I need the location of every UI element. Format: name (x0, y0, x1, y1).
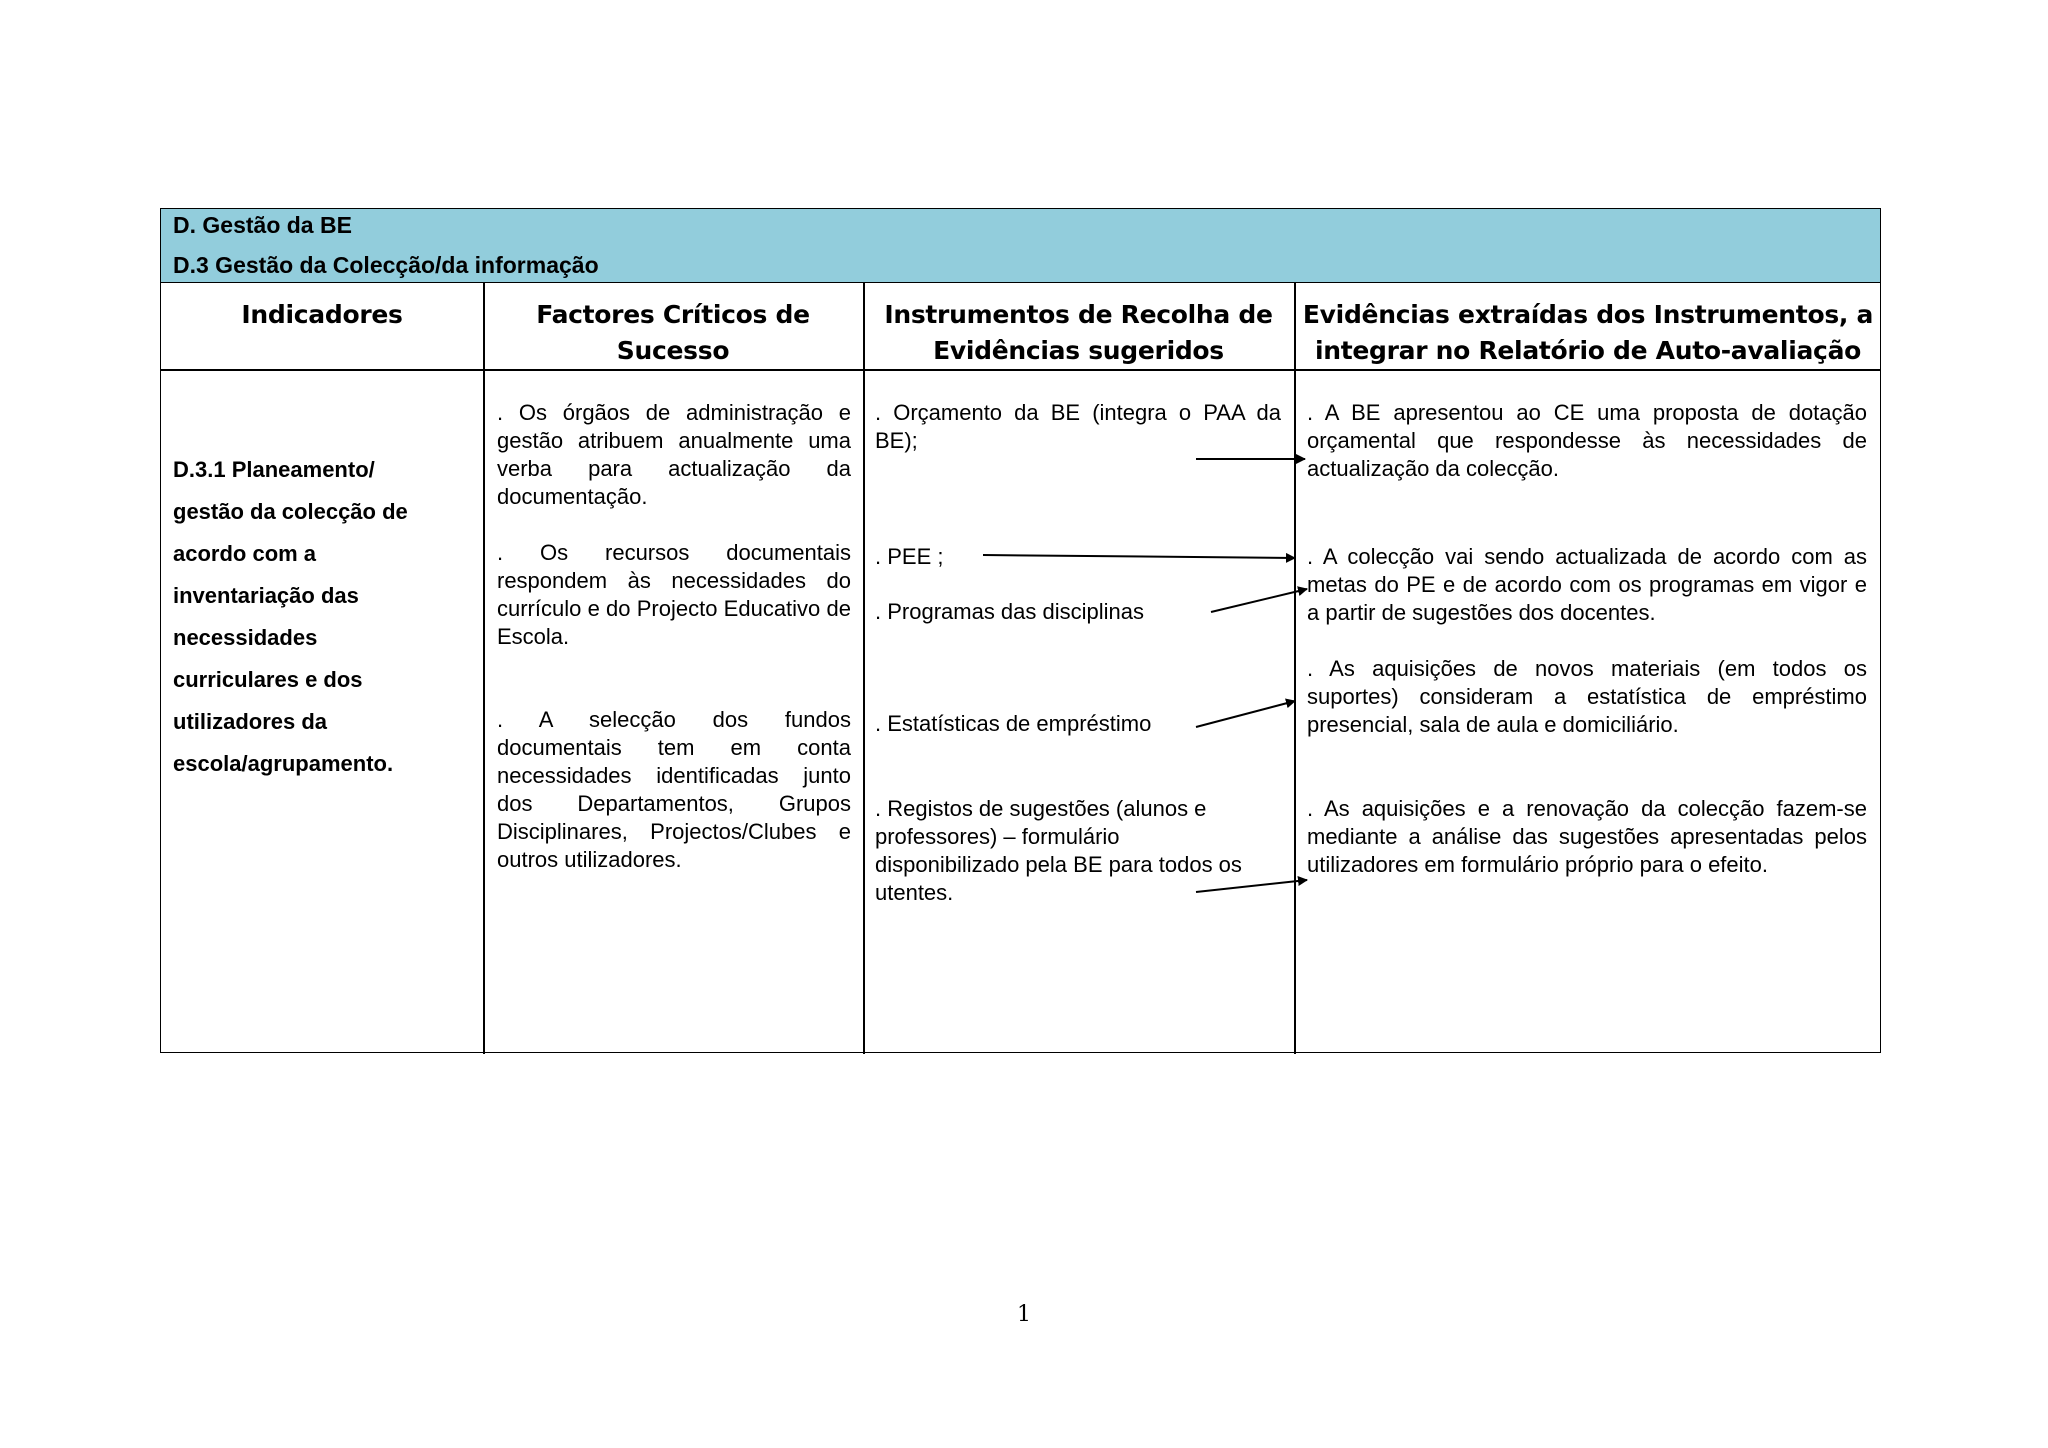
instrument-item: . Orçamento da BE (integra o PAA da BE); (875, 400, 1281, 453)
arrow-icon (1196, 701, 1295, 727)
column-header-instrumentos-line1: Instrumentos de Recolha de (884, 300, 1273, 329)
column-header-evidencias-line1: Evidências extraídas dos Instrumentos, a (1302, 300, 1874, 329)
factor-item: . A selecção dos fundos documentais tem em conta necessidades identificadas junto dos Departamentos, Grupos Disciplinares, Projectos/Clubes e outros utilizadores. (497, 707, 851, 872)
column-header-instrumentos-line2: Evidências sugeridos (933, 336, 1224, 365)
arrow-icon (1196, 880, 1307, 892)
indicator-line: acordo com a (173, 541, 317, 566)
instrument-item: . PEE ; (875, 544, 944, 569)
instrument-item: . Programas das disciplinas (875, 599, 1145, 624)
arrow-icon (1211, 589, 1307, 612)
arrow-icon (983, 555, 1295, 558)
factor-item: . Os recursos documentais respondem às necessidades do currículo e do Projecto Educativo de Escola. (497, 540, 851, 649)
indicator-line: necessidades (173, 625, 318, 650)
indicator-line: utilizadores da (173, 709, 328, 734)
indicator-line: escola/agrupamento. (173, 751, 394, 776)
evidence-item: . A BE apresentou ao CE uma proposta de dotação orçamental que respondesse às necessidades de actualização da colecção. (1307, 400, 1867, 481)
section-title: D. Gestão da BE (173, 212, 352, 238)
instrument-item: . Estatísticas de empréstimo (875, 711, 1152, 736)
factor-item: . Os órgãos de administração e gestão atribuem anualmente uma verba para actualização da documentação. (497, 400, 851, 509)
indicator-line: D.3.1 Planeamento/ (173, 457, 375, 482)
evidence-item: . As aquisições e a renovação da colecção fazem-se mediante a análise das sugestões apresentadas pelos utilizadores em formulário próprio para o efeito. (1307, 796, 1867, 877)
section-subtitle: D.3 Gestão da Colecção/da informação (173, 252, 599, 278)
connector-arrows (161, 209, 1882, 1054)
page-number: 1 (1017, 1302, 1031, 1327)
column-header-evidencias-line2: integrar no Relatório de Auto-avaliação (1314, 336, 1862, 365)
evidence-item: . As aquisições de novos materiais (em todos os suportes) consideram a estatística de empréstimo presencial, sala de aula e domiciliário. (1307, 656, 1867, 737)
column-header-indicadores: Indicadores (241, 300, 403, 329)
indicator-line: gestão da colecção de (173, 499, 408, 524)
assessment-table (160, 208, 1881, 1053)
evidence-item: . A colecção vai sendo actualizada de acordo com as metas do PE e de acordo com os programas em vigor e a partir de sugestões dos docentes. (1307, 544, 1867, 625)
indicator-line: inventariação das (173, 583, 359, 608)
indicator-line: curriculares e dos (173, 667, 363, 692)
column-header-factores: Factores Críticos de Sucesso (536, 300, 810, 365)
instrument-item: . Registos de sugestões (alunos e professores) – formulário disponibilizado pela BE para todos os utentes. (875, 796, 1242, 905)
